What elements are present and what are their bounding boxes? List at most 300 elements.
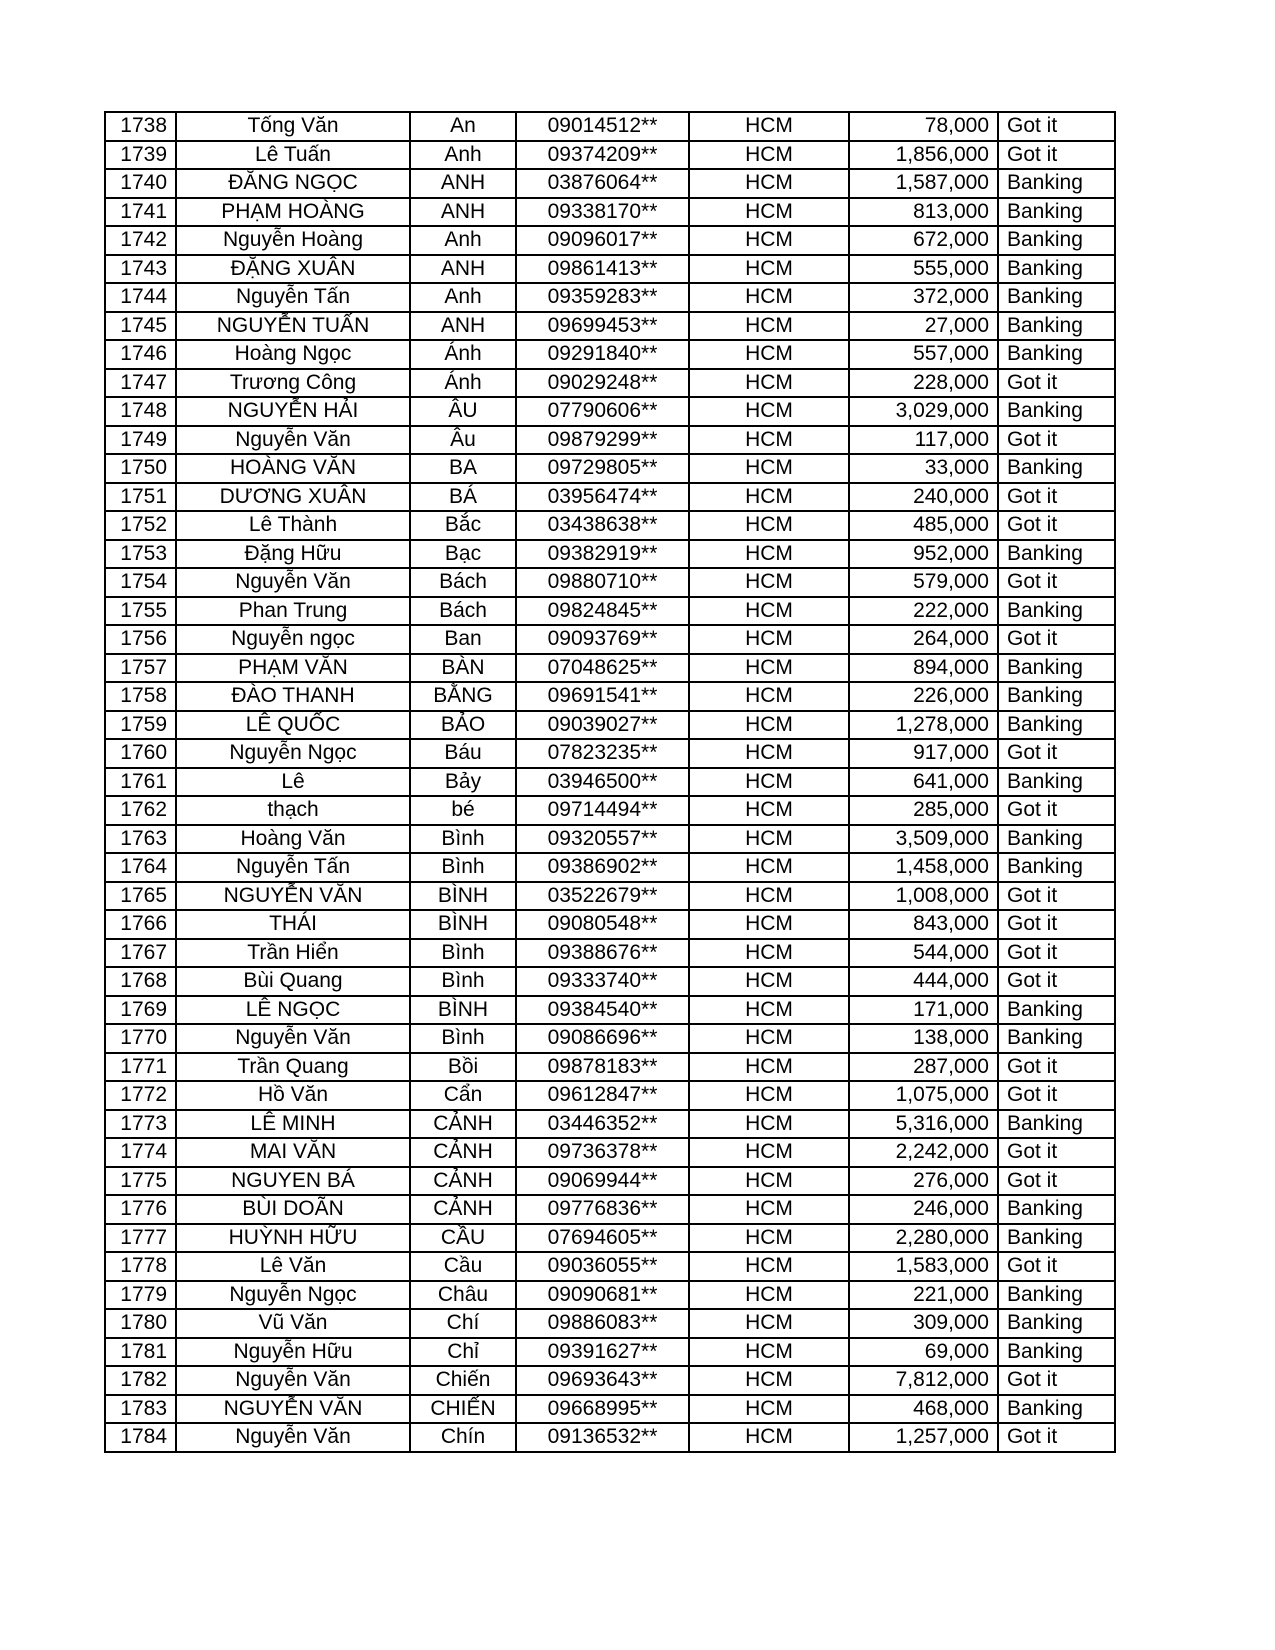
amount-cell: 672,000 bbox=[849, 226, 998, 255]
table-row bbox=[105, 1224, 1115, 1253]
first-name-cell: Châu bbox=[410, 1281, 516, 1310]
payment-method-cell: Banking bbox=[998, 1110, 1115, 1139]
row-number: 1766 bbox=[105, 910, 176, 939]
phone-cell: 03946500** bbox=[516, 768, 689, 797]
first-name-cell: BẢO bbox=[410, 711, 516, 740]
phone-cell: 09668995** bbox=[516, 1395, 689, 1424]
table-row bbox=[105, 910, 1115, 939]
table-row bbox=[105, 1281, 1115, 1310]
city-cell: HCM bbox=[689, 1281, 849, 1310]
first-name-cell: BÌNH bbox=[410, 910, 516, 939]
city-cell: HCM bbox=[689, 853, 849, 882]
amount-cell: 309,000 bbox=[849, 1309, 998, 1338]
phone-cell: 09333740** bbox=[516, 967, 689, 996]
phone-cell: 09090681** bbox=[516, 1281, 689, 1310]
amount-cell: 1,583,000 bbox=[849, 1252, 998, 1281]
amount-cell: 813,000 bbox=[849, 198, 998, 227]
payment-method-cell: Banking bbox=[998, 1224, 1115, 1253]
row-number: 1772 bbox=[105, 1081, 176, 1110]
table-row bbox=[105, 1081, 1115, 1110]
table-row bbox=[105, 1395, 1115, 1424]
table-row bbox=[105, 882, 1115, 911]
amount-cell: 641,000 bbox=[849, 768, 998, 797]
phone-cell: 09388676** bbox=[516, 939, 689, 968]
last-name-cell: thạch bbox=[176, 796, 410, 825]
table-row bbox=[105, 1195, 1115, 1224]
payment-method-cell: Banking bbox=[998, 397, 1115, 426]
city-cell: HCM bbox=[689, 768, 849, 797]
last-name-cell: Lê Thành bbox=[176, 511, 410, 540]
city-cell: HCM bbox=[689, 1395, 849, 1424]
amount-cell: 579,000 bbox=[849, 568, 998, 597]
city-cell: HCM bbox=[689, 312, 849, 341]
table-row bbox=[105, 397, 1115, 426]
payment-method-cell: Got it bbox=[998, 369, 1115, 398]
payment-method-cell: Banking bbox=[998, 312, 1115, 341]
table-row bbox=[105, 1024, 1115, 1053]
table-row bbox=[105, 1309, 1115, 1338]
city-cell: HCM bbox=[689, 1252, 849, 1281]
payment-method-cell: Banking bbox=[998, 654, 1115, 683]
row-number: 1780 bbox=[105, 1309, 176, 1338]
last-name-cell: HUỲNH HỮU bbox=[176, 1224, 410, 1253]
city-cell: HCM bbox=[689, 1224, 849, 1253]
table-row bbox=[105, 198, 1115, 227]
first-name-cell: Bình bbox=[410, 939, 516, 968]
row-number: 1767 bbox=[105, 939, 176, 968]
first-name-cell: ANH bbox=[410, 312, 516, 341]
amount-cell: 843,000 bbox=[849, 910, 998, 939]
last-name-cell: Nguyễn Ngọc bbox=[176, 1281, 410, 1310]
phone-cell: 09384540** bbox=[516, 996, 689, 1025]
city-cell: HCM bbox=[689, 483, 849, 512]
amount-cell: 2,242,000 bbox=[849, 1138, 998, 1167]
city-cell: HCM bbox=[689, 540, 849, 569]
row-number: 1754 bbox=[105, 568, 176, 597]
amount-cell: 27,000 bbox=[849, 312, 998, 341]
payment-method-cell: Banking bbox=[998, 711, 1115, 740]
last-name-cell: ĐẶNG XUÂN bbox=[176, 255, 410, 284]
last-name-cell: LÊ QUỐC bbox=[176, 711, 410, 740]
table-row bbox=[105, 1167, 1115, 1196]
city-cell: HCM bbox=[689, 825, 849, 854]
payment-method-cell: Banking bbox=[998, 169, 1115, 198]
table-row bbox=[105, 1138, 1115, 1167]
last-name-cell: Phan Trung bbox=[176, 597, 410, 626]
city-cell: HCM bbox=[689, 682, 849, 711]
table-row bbox=[105, 511, 1115, 540]
table-row bbox=[105, 711, 1115, 740]
payment-method-cell: Got it bbox=[998, 426, 1115, 455]
table-row bbox=[105, 312, 1115, 341]
table-row bbox=[105, 112, 1115, 141]
row-number: 1756 bbox=[105, 625, 176, 654]
row-number: 1777 bbox=[105, 1224, 176, 1253]
city-cell: HCM bbox=[689, 226, 849, 255]
city-cell: HCM bbox=[689, 967, 849, 996]
row-number: 1776 bbox=[105, 1195, 176, 1224]
city-cell: HCM bbox=[689, 910, 849, 939]
phone-cell: 07048625** bbox=[516, 654, 689, 683]
first-name-cell: BÌNH bbox=[410, 882, 516, 911]
last-name-cell: NGUYEN BÁ bbox=[176, 1167, 410, 1196]
phone-cell: 09693643** bbox=[516, 1366, 689, 1395]
city-cell: HCM bbox=[689, 1024, 849, 1053]
first-name-cell: Báu bbox=[410, 739, 516, 768]
payment-method-cell: Got it bbox=[998, 939, 1115, 968]
city-cell: HCM bbox=[689, 796, 849, 825]
row-number: 1762 bbox=[105, 796, 176, 825]
last-name-cell: Trần Quang bbox=[176, 1053, 410, 1082]
payment-method-cell: Got it bbox=[998, 1423, 1115, 1452]
payment-method-cell: Got it bbox=[998, 1138, 1115, 1167]
payment-method-cell: Banking bbox=[998, 996, 1115, 1025]
city-cell: HCM bbox=[689, 369, 849, 398]
last-name-cell: NGUYỄN VĂN bbox=[176, 1395, 410, 1424]
table-row bbox=[105, 1338, 1115, 1367]
row-number: 1751 bbox=[105, 483, 176, 512]
first-name-cell: CẢNH bbox=[410, 1138, 516, 1167]
phone-cell: 09039027** bbox=[516, 711, 689, 740]
first-name-cell: Bách bbox=[410, 568, 516, 597]
phone-cell: 09096017** bbox=[516, 226, 689, 255]
row-number: 1750 bbox=[105, 454, 176, 483]
first-name-cell: CẢNH bbox=[410, 1110, 516, 1139]
first-name-cell: Bồi bbox=[410, 1053, 516, 1082]
first-name-cell: ANH bbox=[410, 198, 516, 227]
first-name-cell: Cầu bbox=[410, 1252, 516, 1281]
table-row bbox=[105, 597, 1115, 626]
payment-method-cell: Got it bbox=[998, 1252, 1115, 1281]
payment-method-cell: Banking bbox=[998, 540, 1115, 569]
phone-cell: 09338170** bbox=[516, 198, 689, 227]
last-name-cell: LÊ MINH bbox=[176, 1110, 410, 1139]
payment-method-cell: Got it bbox=[998, 511, 1115, 540]
payment-method-cell: Got it bbox=[998, 739, 1115, 768]
amount-cell: 1,075,000 bbox=[849, 1081, 998, 1110]
payment-method-cell: Got it bbox=[998, 1081, 1115, 1110]
city-cell: HCM bbox=[689, 1167, 849, 1196]
row-number: 1741 bbox=[105, 198, 176, 227]
phone-cell: 09714494** bbox=[516, 796, 689, 825]
last-name-cell: Nguyễn Ngọc bbox=[176, 739, 410, 768]
last-name-cell: Hồ Văn bbox=[176, 1081, 410, 1110]
last-name-cell: Nguyễn Văn bbox=[176, 426, 410, 455]
data-table bbox=[104, 111, 1116, 1453]
last-name-cell: Nguyễn Hữu bbox=[176, 1338, 410, 1367]
last-name-cell: Bùi Quang bbox=[176, 967, 410, 996]
amount-cell: 276,000 bbox=[849, 1167, 998, 1196]
payment-method-cell: Banking bbox=[998, 198, 1115, 227]
phone-cell: 09291840** bbox=[516, 340, 689, 369]
last-name-cell: DƯƠNG XUÂN bbox=[176, 483, 410, 512]
amount-cell: 372,000 bbox=[849, 283, 998, 312]
city-cell: HCM bbox=[689, 255, 849, 284]
last-name-cell: Đặng Hữu bbox=[176, 540, 410, 569]
first-name-cell: CHIẾN bbox=[410, 1395, 516, 1424]
payment-method-cell: Banking bbox=[998, 340, 1115, 369]
phone-cell: 09776836** bbox=[516, 1195, 689, 1224]
last-name-cell: Vũ Văn bbox=[176, 1309, 410, 1338]
payment-method-cell: Got it bbox=[998, 1053, 1115, 1082]
amount-cell: 2,280,000 bbox=[849, 1224, 998, 1253]
city-cell: HCM bbox=[689, 1053, 849, 1082]
phone-cell: 09093769** bbox=[516, 625, 689, 654]
row-number: 1784 bbox=[105, 1423, 176, 1452]
phone-cell: 09880710** bbox=[516, 568, 689, 597]
phone-cell: 09374209** bbox=[516, 141, 689, 170]
phone-cell: 09382919** bbox=[516, 540, 689, 569]
table-row bbox=[105, 568, 1115, 597]
phone-cell: 09136532** bbox=[516, 1423, 689, 1452]
table-row bbox=[105, 1252, 1115, 1281]
table-row bbox=[105, 739, 1115, 768]
amount-cell: 1,587,000 bbox=[849, 169, 998, 198]
city-cell: HCM bbox=[689, 739, 849, 768]
phone-cell: 03522679** bbox=[516, 882, 689, 911]
city-cell: HCM bbox=[689, 340, 849, 369]
amount-cell: 468,000 bbox=[849, 1395, 998, 1424]
payment-method-cell: Got it bbox=[998, 910, 1115, 939]
last-name-cell: Nguyễn Tấn bbox=[176, 283, 410, 312]
row-number: 1742 bbox=[105, 226, 176, 255]
payment-method-cell: Banking bbox=[998, 682, 1115, 711]
city-cell: HCM bbox=[689, 169, 849, 198]
last-name-cell: Lê Văn bbox=[176, 1252, 410, 1281]
last-name-cell: NGUYỄN TUẤN bbox=[176, 312, 410, 341]
first-name-cell: Bình bbox=[410, 825, 516, 854]
table-row bbox=[105, 141, 1115, 170]
phone-cell: 07823235** bbox=[516, 739, 689, 768]
amount-cell: 7,812,000 bbox=[849, 1366, 998, 1395]
city-cell: HCM bbox=[689, 397, 849, 426]
city-cell: HCM bbox=[689, 882, 849, 911]
phone-cell: 09359283** bbox=[516, 283, 689, 312]
payment-method-cell: Got it bbox=[998, 112, 1115, 141]
amount-cell: 69,000 bbox=[849, 1338, 998, 1367]
row-number: 1778 bbox=[105, 1252, 176, 1281]
phone-cell: 09036055** bbox=[516, 1252, 689, 1281]
phone-cell: 09861413** bbox=[516, 255, 689, 284]
last-name-cell: HOÀNG VĂN bbox=[176, 454, 410, 483]
row-number: 1749 bbox=[105, 426, 176, 455]
phone-cell: 07790606** bbox=[516, 397, 689, 426]
amount-cell: 246,000 bbox=[849, 1195, 998, 1224]
phone-cell: 09879299** bbox=[516, 426, 689, 455]
phone-cell: 09691541** bbox=[516, 682, 689, 711]
row-number: 1771 bbox=[105, 1053, 176, 1082]
city-cell: HCM bbox=[689, 625, 849, 654]
table-row bbox=[105, 1110, 1115, 1139]
phone-cell: 09886083** bbox=[516, 1309, 689, 1338]
row-number: 1757 bbox=[105, 654, 176, 683]
city-cell: HCM bbox=[689, 711, 849, 740]
row-number: 1740 bbox=[105, 169, 176, 198]
row-number: 1752 bbox=[105, 511, 176, 540]
first-name-cell: Ánh bbox=[410, 369, 516, 398]
amount-cell: 222,000 bbox=[849, 597, 998, 626]
table-row bbox=[105, 540, 1115, 569]
last-name-cell: LÊ NGỌC bbox=[176, 996, 410, 1025]
table-row bbox=[105, 939, 1115, 968]
table-row bbox=[105, 169, 1115, 198]
row-number: 1746 bbox=[105, 340, 176, 369]
amount-cell: 226,000 bbox=[849, 682, 998, 711]
row-number: 1739 bbox=[105, 141, 176, 170]
first-name-cell: Bình bbox=[410, 853, 516, 882]
phone-cell: 09069944** bbox=[516, 1167, 689, 1196]
phone-cell: 09612847** bbox=[516, 1081, 689, 1110]
last-name-cell: THÁI bbox=[176, 910, 410, 939]
first-name-cell: Chín bbox=[410, 1423, 516, 1452]
row-number: 1760 bbox=[105, 739, 176, 768]
amount-cell: 228,000 bbox=[849, 369, 998, 398]
first-name-cell: Ánh bbox=[410, 340, 516, 369]
table-row bbox=[105, 369, 1115, 398]
last-name-cell: PHẠM VĂN bbox=[176, 654, 410, 683]
first-name-cell: bé bbox=[410, 796, 516, 825]
table-row bbox=[105, 654, 1115, 683]
amount-cell: 221,000 bbox=[849, 1281, 998, 1310]
first-name-cell: CẢNH bbox=[410, 1167, 516, 1196]
amount-cell: 952,000 bbox=[849, 540, 998, 569]
last-name-cell: ĐÀO THANH bbox=[176, 682, 410, 711]
city-cell: HCM bbox=[689, 426, 849, 455]
row-number: 1764 bbox=[105, 853, 176, 882]
row-number: 1770 bbox=[105, 1024, 176, 1053]
first-name-cell: Anh bbox=[410, 226, 516, 255]
row-number: 1759 bbox=[105, 711, 176, 740]
last-name-cell: Lê bbox=[176, 768, 410, 797]
row-number: 1744 bbox=[105, 283, 176, 312]
first-name-cell: Cẩn bbox=[410, 1081, 516, 1110]
table-row bbox=[105, 625, 1115, 654]
table-row bbox=[105, 996, 1115, 1025]
last-name-cell: Nguyễn Văn bbox=[176, 1366, 410, 1395]
phone-cell: 09386902** bbox=[516, 853, 689, 882]
first-name-cell: Bình bbox=[410, 1024, 516, 1053]
row-number: 1775 bbox=[105, 1167, 176, 1196]
city-cell: HCM bbox=[689, 112, 849, 141]
phone-cell: 09824845** bbox=[516, 597, 689, 626]
row-number: 1747 bbox=[105, 369, 176, 398]
payment-method-cell: Banking bbox=[998, 1024, 1115, 1053]
amount-cell: 917,000 bbox=[849, 739, 998, 768]
first-name-cell: Bắc bbox=[410, 511, 516, 540]
city-cell: HCM bbox=[689, 568, 849, 597]
amount-cell: 555,000 bbox=[849, 255, 998, 284]
phone-cell: 09014512** bbox=[516, 112, 689, 141]
last-name-cell: NGUYỄN HẢI bbox=[176, 397, 410, 426]
city-cell: HCM bbox=[689, 283, 849, 312]
row-number: 1774 bbox=[105, 1138, 176, 1167]
amount-cell: 33,000 bbox=[849, 454, 998, 483]
first-name-cell: CẦU bbox=[410, 1224, 516, 1253]
phone-cell: 03956474** bbox=[516, 483, 689, 512]
payment-method-cell: Banking bbox=[998, 1338, 1115, 1367]
first-name-cell: Ban bbox=[410, 625, 516, 654]
city-cell: HCM bbox=[689, 597, 849, 626]
last-name-cell: Tống Văn bbox=[176, 112, 410, 141]
amount-cell: 264,000 bbox=[849, 625, 998, 654]
first-name-cell: Chiến bbox=[410, 1366, 516, 1395]
amount-cell: 285,000 bbox=[849, 796, 998, 825]
phone-cell: 09736378** bbox=[516, 1138, 689, 1167]
row-number: 1773 bbox=[105, 1110, 176, 1139]
first-name-cell: Bạc bbox=[410, 540, 516, 569]
phone-cell: 09029248** bbox=[516, 369, 689, 398]
phone-cell: 03438638** bbox=[516, 511, 689, 540]
city-cell: HCM bbox=[689, 1195, 849, 1224]
table-row bbox=[105, 426, 1115, 455]
amount-cell: 5,316,000 bbox=[849, 1110, 998, 1139]
city-cell: HCM bbox=[689, 198, 849, 227]
last-name-cell: Lê Tuấn bbox=[176, 141, 410, 170]
row-number: 1761 bbox=[105, 768, 176, 797]
first-name-cell: Anh bbox=[410, 283, 516, 312]
table-body bbox=[105, 112, 1115, 1452]
city-cell: HCM bbox=[689, 654, 849, 683]
amount-cell: 485,000 bbox=[849, 511, 998, 540]
amount-cell: 1,278,000 bbox=[849, 711, 998, 740]
row-number: 1782 bbox=[105, 1366, 176, 1395]
amount-cell: 78,000 bbox=[849, 112, 998, 141]
last-name-cell: NGUYỄN VĂN bbox=[176, 882, 410, 911]
city-cell: HCM bbox=[689, 1366, 849, 1395]
payment-method-cell: Got it bbox=[998, 967, 1115, 996]
row-number: 1781 bbox=[105, 1338, 176, 1367]
payment-method-cell: Got it bbox=[998, 882, 1115, 911]
phone-cell: 09699453** bbox=[516, 312, 689, 341]
last-name-cell: Nguyễn Hoàng bbox=[176, 226, 410, 255]
table-row bbox=[105, 1423, 1115, 1452]
table-row bbox=[105, 825, 1115, 854]
city-cell: HCM bbox=[689, 1110, 849, 1139]
amount-cell: 171,000 bbox=[849, 996, 998, 1025]
table-row bbox=[105, 768, 1115, 797]
table-row bbox=[105, 255, 1115, 284]
last-name-cell: Nguyễn ngọc bbox=[176, 625, 410, 654]
first-name-cell: Bách bbox=[410, 597, 516, 626]
phone-cell: 03876064** bbox=[516, 169, 689, 198]
row-number: 1748 bbox=[105, 397, 176, 426]
phone-cell: 03446352** bbox=[516, 1110, 689, 1139]
city-cell: HCM bbox=[689, 1423, 849, 1452]
row-number: 1745 bbox=[105, 312, 176, 341]
amount-cell: 287,000 bbox=[849, 1053, 998, 1082]
city-cell: HCM bbox=[689, 939, 849, 968]
row-number: 1755 bbox=[105, 597, 176, 626]
last-name-cell: Trần Hiển bbox=[176, 939, 410, 968]
payment-method-cell: Got it bbox=[998, 483, 1115, 512]
payment-method-cell: Got it bbox=[998, 1366, 1115, 1395]
last-name-cell: Nguyễn Văn bbox=[176, 1024, 410, 1053]
last-name-cell: Nguyễn Văn bbox=[176, 1423, 410, 1452]
first-name-cell: ANH bbox=[410, 255, 516, 284]
first-name-cell: An bbox=[410, 112, 516, 141]
city-cell: HCM bbox=[689, 1338, 849, 1367]
amount-cell: 240,000 bbox=[849, 483, 998, 512]
payment-method-cell: Got it bbox=[998, 796, 1115, 825]
table-row bbox=[105, 340, 1115, 369]
amount-cell: 894,000 bbox=[849, 654, 998, 683]
first-name-cell: CẢNH bbox=[410, 1195, 516, 1224]
payment-method-cell: Got it bbox=[998, 625, 1115, 654]
payment-method-cell: Banking bbox=[998, 1309, 1115, 1338]
row-number: 1738 bbox=[105, 112, 176, 141]
city-cell: HCM bbox=[689, 511, 849, 540]
city-cell: HCM bbox=[689, 141, 849, 170]
